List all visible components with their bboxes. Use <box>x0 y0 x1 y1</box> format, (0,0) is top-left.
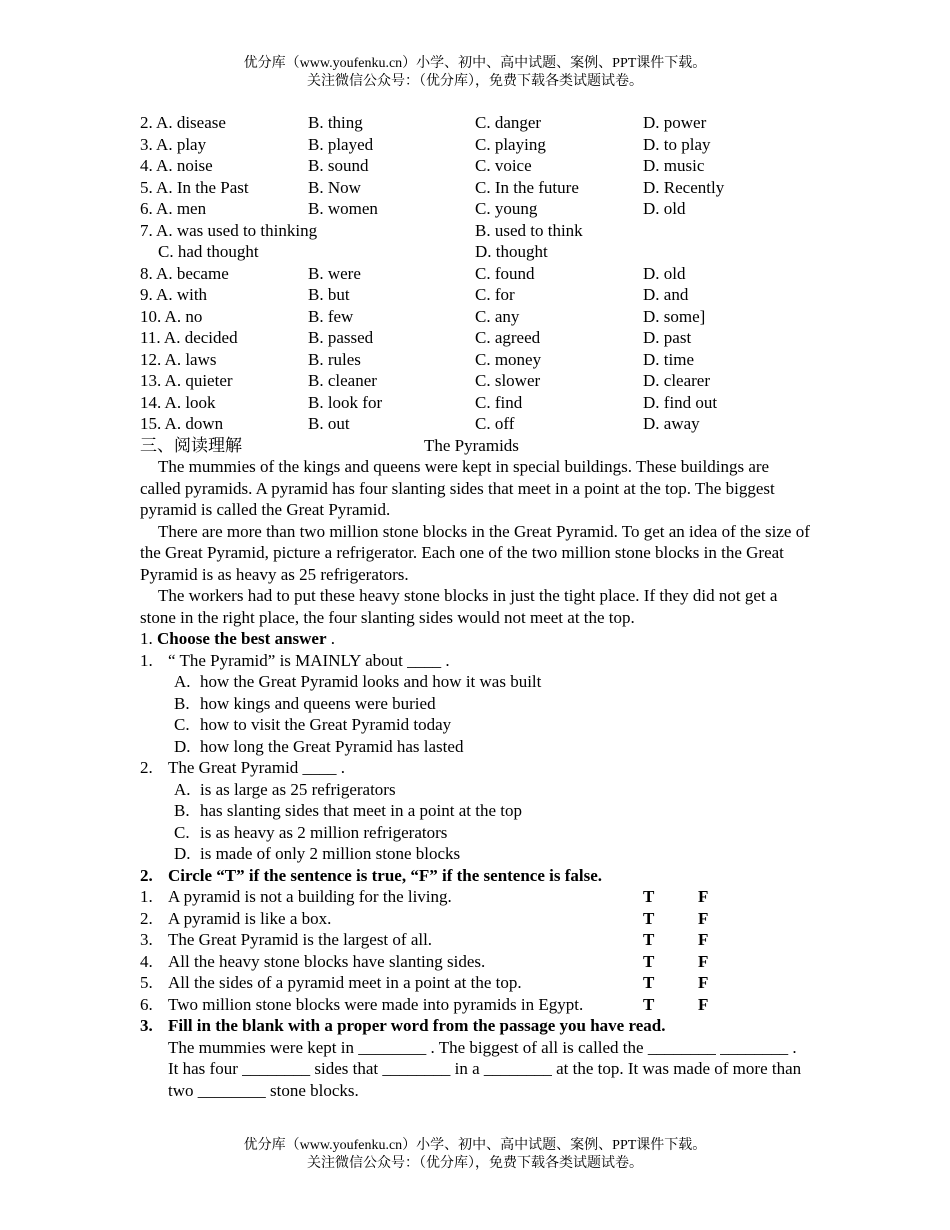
option-a: 2. A. disease <box>140 113 226 132</box>
option-letter: D. <box>174 844 191 863</box>
part2-heading <box>140 865 810 887</box>
option-b: B. cleaner <box>308 371 377 390</box>
answer-option <box>140 843 810 865</box>
option-text: how long the Great Pyramid has lasted <box>200 736 464 756</box>
header-line-2: 关注微信公众号：（优分库），免费下载各类试题试卷。 <box>307 74 643 89</box>
option-c: D. thought <box>475 242 548 261</box>
cloze-row <box>140 284 810 306</box>
option-letter: B. <box>174 693 190 713</box>
option-text: is as large as 25 refrigerators <box>200 779 396 799</box>
option-text: how the Great Pyramid looks and how it was built <box>200 672 542 691</box>
option-b: B. few <box>308 306 354 326</box>
answer-option <box>140 800 810 822</box>
cloze-row <box>140 198 810 220</box>
option-c: C. for <box>475 285 515 304</box>
cloze-row <box>140 327 810 349</box>
footer-line-2: 关注微信公众号：（优分库），免费下载各类试题试卷。 <box>307 1156 643 1171</box>
cloze-row <box>140 306 810 328</box>
option-c: C. money <box>475 349 542 369</box>
option-b: B. passed <box>308 328 374 347</box>
option-text: is as heavy as 2 million refrigerators <box>200 822 448 842</box>
item-text: The Great Pyramid is the largest of all. <box>168 930 433 949</box>
page-footer <box>0 1137 950 1173</box>
option-b: B. rules <box>308 349 361 369</box>
item-text: A pyramid is not a building for the living. <box>168 887 452 906</box>
option-d: D. power <box>643 113 707 132</box>
option-a: 15. A. down <box>140 414 224 433</box>
option-text: how to visit the Great Pyramid today <box>200 715 452 734</box>
question <box>140 650 810 672</box>
option-d: D. to play <box>643 134 711 154</box>
passage-paragraph: The mummies of the kings and queens were kept in special buildings. These buildings are called pyramids. A pyramid has four slanting sides that meet in a point at the top. The biggest pyramid is called the Great Pyramid. <box>140 457 775 519</box>
cloze-row <box>140 220 810 242</box>
question-number: 2. <box>140 758 153 777</box>
option-a: 9. A. with <box>140 285 208 304</box>
reading-heading <box>140 435 810 457</box>
option-b: B. played <box>308 134 374 154</box>
cloze-options <box>140 112 810 435</box>
false-mark[interactable]: F <box>698 908 709 928</box>
option-b: B. out <box>308 414 350 433</box>
option-d: D. away <box>643 414 700 433</box>
option-d: D. music <box>643 156 705 175</box>
part1-title-tail: . <box>330 629 336 648</box>
option-a: 12. A. laws <box>140 349 217 369</box>
option-a: 8. A. became <box>140 263 229 283</box>
header-line-1: 优分库（www.youfenku.cn）小学、初中、高中试题、案例、PPT课件下载。 <box>243 56 707 71</box>
option-letter: B. <box>174 801 190 820</box>
answer-option <box>140 671 810 693</box>
option-a: 6. A. men <box>140 199 207 218</box>
true-mark[interactable]: T <box>643 930 655 949</box>
cloze-row <box>140 134 810 156</box>
answer-option <box>140 779 810 801</box>
item-number: 1. <box>140 887 153 906</box>
false-mark[interactable]: F <box>698 887 709 906</box>
passage-title: The Pyramids <box>424 435 519 455</box>
false-mark[interactable]: F <box>698 973 709 992</box>
option-a: 7. A. was used to thinking <box>140 220 318 240</box>
option-c: C. voice <box>475 156 532 175</box>
passage-paragraph: There are more than two million stone blocks in the Great Pyramid. To get an idea of the size of the Great Pyramid, picture a refrigerator. Each one of the two million stone blocks in the Great Pyramid is as heavy as 25 refrigerators. <box>140 521 810 584</box>
item-number: 2. <box>140 908 153 928</box>
option-d: D. old <box>643 263 686 283</box>
part3-title: Fill in the blank with a proper word from the passage you have read. <box>168 1016 666 1035</box>
question-text: “ The Pyramid” is MAINLY about ____ . <box>168 650 450 670</box>
option-c: C. agreed <box>475 328 541 347</box>
part1-heading <box>140 628 810 650</box>
false-mark[interactable]: F <box>698 930 709 949</box>
cloze-row <box>140 370 810 392</box>
question-number: 1. <box>140 650 153 670</box>
item-text: Two million stone blocks were made into pyramids in Egypt. <box>168 994 584 1014</box>
option-letter: D. <box>174 736 191 756</box>
option-c: C. danger <box>475 113 542 132</box>
option-d: D. some] <box>643 306 706 326</box>
option-c: C. found <box>475 263 535 283</box>
true-mark[interactable]: T <box>643 994 655 1014</box>
option-c: C. off <box>475 414 515 433</box>
cloze-row <box>140 241 810 263</box>
option-d: D. time <box>643 349 694 369</box>
item-text: A pyramid is like a box. <box>168 908 332 928</box>
cloze-row <box>140 177 810 199</box>
worksheet-content <box>140 112 810 1101</box>
option-b: B. thing <box>308 113 363 132</box>
part1-title: Choose the best answer <box>157 629 327 648</box>
section-label: 三、阅读理解 <box>140 435 242 455</box>
item-number: 4. <box>140 951 153 971</box>
option-c: C. In the future <box>475 177 579 197</box>
part3-number: 3. <box>140 1016 153 1035</box>
option-c: B. used to think <box>475 220 583 240</box>
part1-questions <box>140 650 810 865</box>
option-letter: A. <box>174 779 191 799</box>
option-d: D. past <box>643 328 692 347</box>
item-number: 3. <box>140 930 153 949</box>
option-b: B. Now <box>308 177 361 197</box>
cloze-row <box>140 155 810 177</box>
tf-item <box>140 929 810 951</box>
true-mark[interactable]: T <box>643 908 655 928</box>
true-mark[interactable]: T <box>643 887 655 906</box>
false-mark[interactable]: F <box>698 994 709 1014</box>
false-mark[interactable]: F <box>698 951 709 971</box>
cloze-row <box>140 263 810 285</box>
item-text: All the sides of a pyramid meet in a point at the top. <box>168 973 522 992</box>
item-text: All the heavy stone blocks have slanting sides. <box>168 951 486 971</box>
option-b: B. look for <box>308 392 383 412</box>
true-mark[interactable]: T <box>643 951 655 971</box>
answer-option <box>140 822 810 844</box>
option-d: D. Recently <box>643 177 725 197</box>
item-number: 5. <box>140 973 153 992</box>
option-a: 14. A. look <box>140 392 216 412</box>
item-number: 6. <box>140 994 153 1014</box>
cloze-row <box>140 349 810 371</box>
option-d: D. find out <box>643 392 718 412</box>
option-text: how kings and queens were buried <box>200 693 436 713</box>
option-letter: C. <box>174 822 190 842</box>
option-b: B. were <box>308 263 361 283</box>
option-a: 4. A. noise <box>140 156 213 175</box>
tf-item <box>140 994 810 1016</box>
option-continued: C. had thought <box>158 242 259 261</box>
option-c: C. playing <box>475 134 546 154</box>
cloze-row <box>140 112 810 134</box>
option-b: B. but <box>308 285 350 304</box>
option-c: C. find <box>475 392 523 412</box>
part2-number: 2. <box>140 865 153 885</box>
answer-option <box>140 736 810 758</box>
option-c: C. any <box>475 306 520 326</box>
answer-option <box>140 714 810 736</box>
footer-line-1: 优分库（www.youfenku.cn）小学、初中、高中试题、案例、PPT课件下载。 <box>243 1138 707 1153</box>
passage-paragraph: The workers had to put these heavy stone blocks in just the tight place. If they did not get a stone in the right place, the four slanting sides would not meet at the top. <box>140 586 778 627</box>
tf-item <box>140 951 810 973</box>
option-c: C. young <box>475 199 538 218</box>
true-false-items <box>140 886 810 1015</box>
option-a: 11. A. decided <box>140 328 238 347</box>
option-a: 5. A. In the Past <box>140 177 249 197</box>
option-b: B. women <box>308 199 378 218</box>
page-header <box>0 55 950 91</box>
fill-in-text: The mummies were kept in ________ . The biggest of all is called the ________ ________ . It has four ________ sides that ________ in a ________ at the top. It was made of more than two ________ stone blocks. <box>168 1037 802 1100</box>
option-letter: C. <box>174 715 190 734</box>
option-d: D. clearer <box>643 371 711 390</box>
option-d: D. and <box>643 285 689 304</box>
option-d: D. old <box>643 199 686 218</box>
part3-heading <box>140 1015 810 1037</box>
cloze-row <box>140 392 810 414</box>
option-text: has slanting sides that meet in a point at the top <box>200 801 522 820</box>
question-text: The Great Pyramid ____ . <box>168 758 346 777</box>
question <box>140 757 810 779</box>
option-b: B. sound <box>308 156 369 175</box>
option-a: 13. A. quieter <box>140 371 233 390</box>
part1-number: 1. <box>140 629 153 648</box>
option-a: 10. A. no <box>140 306 203 326</box>
option-c: C. slower <box>475 371 541 390</box>
option-a: 3. A. play <box>140 134 207 154</box>
tf-item <box>140 972 810 994</box>
part2-title: Circle “T” if the sentence is true, “F” if the sentence is false. <box>168 865 603 885</box>
tf-item <box>140 886 810 908</box>
tf-item <box>140 908 810 930</box>
true-mark[interactable]: T <box>643 973 655 992</box>
answer-option <box>140 693 810 715</box>
option-letter: A. <box>174 672 191 691</box>
cloze-row <box>140 413 810 435</box>
option-text: is made of only 2 million stone blocks <box>200 844 461 863</box>
